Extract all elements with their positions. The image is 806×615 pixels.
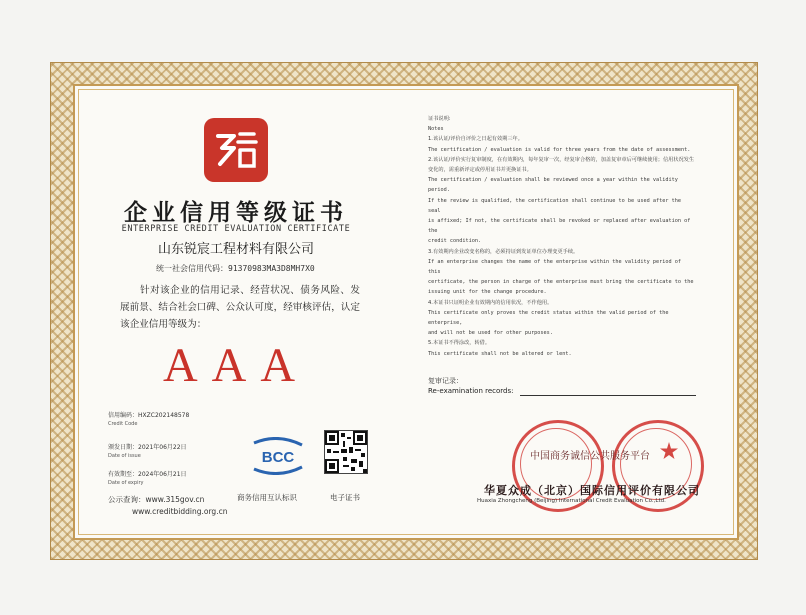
company-name: 山东锐宸工程材料有限公司 xyxy=(157,242,314,257)
note-line: 2.该认证/评价实行复审制度，在有效期内，每年复审一次，经复审合格的，加盖复审章后可继续使用；信用状况发生变化的，需重新评定或停用证书并更换证书。 xyxy=(428,156,695,174)
note-line: and will not be used for other purposes. xyxy=(428,330,553,337)
note-line: The certification / evaluation is valid for three years from the date of assessment. xyxy=(428,146,691,153)
reexam-title-en: Re-examination records: xyxy=(428,387,514,395)
note-line: 4.本证书只证明企业有效期内的信用状况，不作他用。 xyxy=(428,299,553,306)
query-label: 公示查询： xyxy=(108,495,146,504)
credit-code-label: 统一社会信用代码： xyxy=(156,264,228,273)
credit-code-line xyxy=(156,263,315,274)
qr-code-icon[interactable] xyxy=(324,430,368,474)
issue-date xyxy=(108,442,187,459)
credit-logo-icon xyxy=(204,118,268,182)
cert-number xyxy=(108,410,189,427)
expiry-date-label: 有效期至： xyxy=(108,471,139,478)
issue-date-en: Date of issue xyxy=(108,453,141,459)
issuing-platform: 中国商务诚信公共服务平台 xyxy=(530,451,650,462)
expiry-date-value: 2024年06月21日 xyxy=(138,471,187,478)
note-line: issuing unit for the change procedure. xyxy=(428,289,547,296)
query-site-link[interactable]: www.315gov.cn xyxy=(145,495,205,504)
note-line: 1.该认证/评价自评价之日起有效期三年。 xyxy=(428,136,523,143)
expiry-date-en: Date of expiry xyxy=(108,480,144,486)
certificate-title-en: ENTERPRISE CREDIT EVALUATION CERTIFICATE xyxy=(121,224,351,234)
note-line: certificate, the person in charge of the enterprise must bring the certificate to the xyxy=(428,279,694,286)
issue-date-value: 2021年06月22日 xyxy=(138,444,187,451)
note-line: This certificate only proves the credit status within the valid period of the enterprise, xyxy=(428,309,669,327)
credit-grade: AAA xyxy=(163,339,309,392)
expiry-date xyxy=(108,469,187,486)
issue-date-label: 颁发日期： xyxy=(108,444,139,451)
cert-number-en: Credit Code xyxy=(108,421,138,427)
query-site xyxy=(108,494,204,505)
notes-title-en: Notes xyxy=(428,126,444,133)
note-line: If the review is qualified, the certification shall continue to be used after the seal xyxy=(428,197,681,214)
note-line: If an enterprise changes the name of the enterprise within the validity period of this xyxy=(428,258,681,276)
note-line: 5.本证书不得涂改，转借。 xyxy=(428,340,491,347)
seal-star-icon xyxy=(660,442,678,460)
issuer-name-en: Huaxia Zhongcheng (Beijing) International Credit Evaluation Co.,Ltd. xyxy=(477,498,666,504)
note-line: The certification / evaluation shall be reviewed once a year within the validity period. xyxy=(428,177,678,194)
bcc-text: BCC xyxy=(261,449,295,466)
qr-label: 电子证书 xyxy=(330,493,360,502)
bcc-logo-icon xyxy=(248,437,308,475)
note-line: 3.有效期内企业改变名称的，必须持证到发证单位办理变更手续。 xyxy=(428,248,579,255)
cert-number-label: 信用编码： xyxy=(108,412,139,419)
issuer-name: 华夏众成（北京）国际信用评价有限公司 xyxy=(484,484,700,497)
reexam-line xyxy=(520,395,696,396)
certificate-title: 企业信用等级证书 xyxy=(124,199,348,226)
note-line: This certificate shall not be altered or lent. xyxy=(428,350,572,357)
certificate-statement: 针对该企业的信用记录、经营状况、债务风险、发展前景、结合社会口碑、公众认可度，经审核评估，认定该企业信用等级为： xyxy=(120,285,360,330)
credit-code-value: 91370983MA3D8MH7X0 xyxy=(228,264,315,273)
note-line: is affixed; If not, the certificate shall be revoked or replaced after evaluation of the xyxy=(428,218,691,235)
bcc-label: 商务信用互认标识 xyxy=(237,493,297,502)
reexam-title: 复审记录： xyxy=(428,377,463,385)
query-site-2[interactable]: www.creditbidding.org.cn xyxy=(132,507,228,516)
notes-title: 证书说明: xyxy=(428,116,451,122)
note-line: credit condition. xyxy=(428,238,482,245)
cert-number-value: HXZC202148578 xyxy=(138,412,190,419)
notes-section xyxy=(428,114,696,359)
